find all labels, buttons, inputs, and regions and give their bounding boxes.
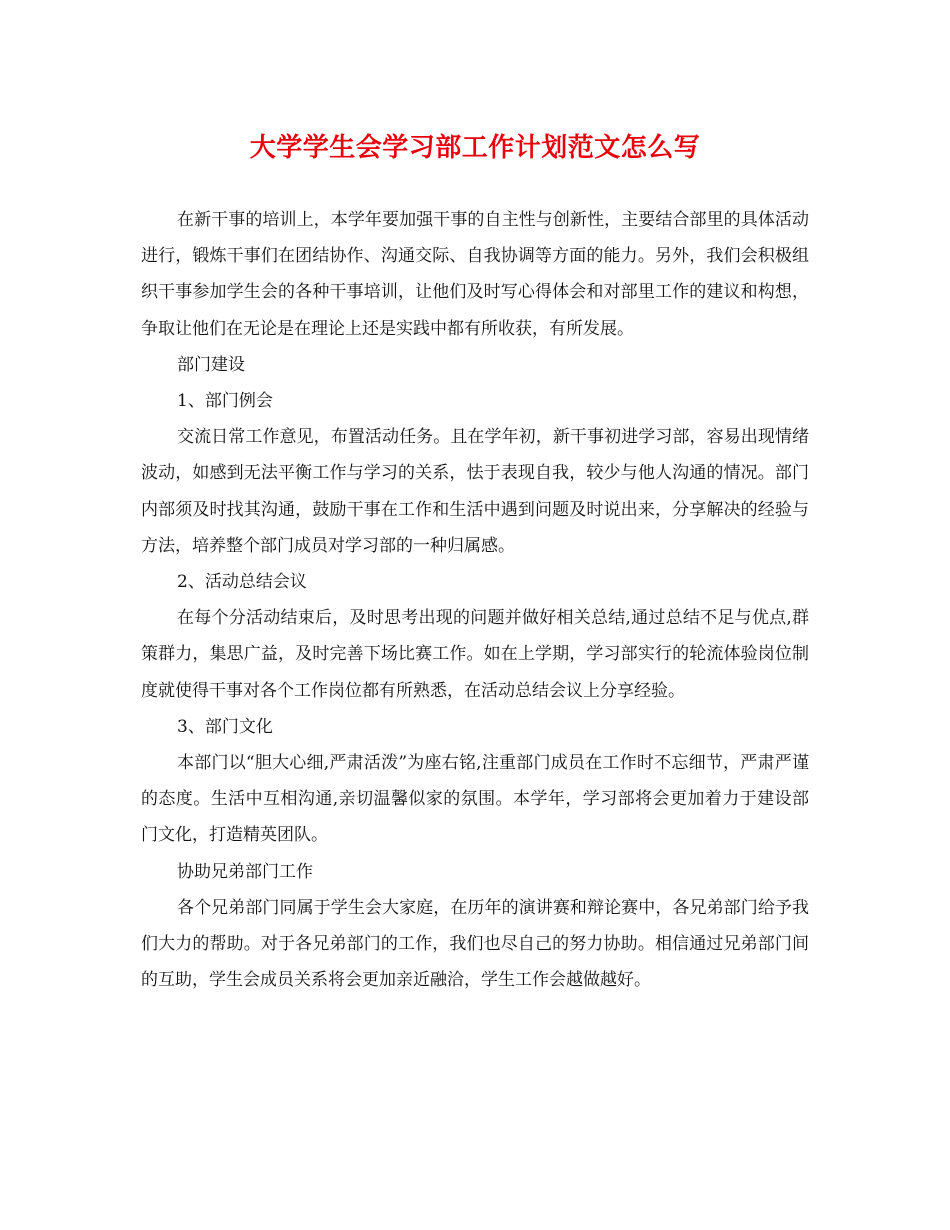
subsection-heading: 3、部门文化: [177, 716, 273, 737]
paragraph: 各个兄弟部门同属于学生会大家庭，在历年的演讲赛和辩论赛中，各兄弟部门给予我们大力的帮助。对于各兄弟部门的工作，我们也尽自己的努力协助。相信通过兄弟部门间的互助，学生会成员关系将会更加亲近融洽，学生工作会越做越好。: [141, 897, 809, 991]
paragraph: 在每个分活动结束后，及时思考出现的问题并做好相关总结,通过总结不足与优点,群策群力，集思广益，及时完善下场比赛工作。如在上学期，学习部实行的轮流体验岗位制度就使得干事对各个工作岗位都有所熟悉，在活动总结会议上分享经验。: [141, 608, 809, 701]
paragraph: 本部门以“胆大心细,严肃活泼”为座右铭,注重部门成员在工作时不忘细节，严肃严谨的态度。生活中互相沟通,亲切温馨似家的氛围。本学年，学习部将会更加着力于建设部门文化，打造精英团队。: [141, 753, 809, 846]
subsection-heading: 1、部门例会: [177, 391, 273, 412]
document-title: 大学学生会学习部工作计划范文怎么写: [249, 133, 701, 163]
section-heading: 部门建设: [177, 354, 245, 375]
paragraph: 在新干事的培训上，本学年要加强干事的自主性与创新性，主要结合部里的具体活动进行，锻炼干事们在团结协作、沟通交际、自我协调等方面的能力。另外，我们会积极组织干事参加学生会的各种干事培训，让他们及时写心得体会和对部里工作的建议和构想，争取让他们在无论是在理论上还是实践中都有所收获，有所发展。: [141, 210, 809, 339]
document-body: [141, 202, 809, 998]
section-heading: 协助兄弟部门工作: [177, 861, 313, 882]
subsection-heading: 2、活动总结会议: [177, 572, 307, 593]
paragraph: 交流日常工作意见，布置活动任务。且在学年初，新干事初进学习部，容易出现情绪波动，如感到无法平衡工作与学习的关系，怯于表现自我，较少与他人沟通的情况。部门内部须及时找其沟通，鼓励干事在工作和生活中遇到问题及时说出来，分享解决的经验与方法，培养整个部门成员对学习部的一种归属感。: [141, 427, 809, 556]
